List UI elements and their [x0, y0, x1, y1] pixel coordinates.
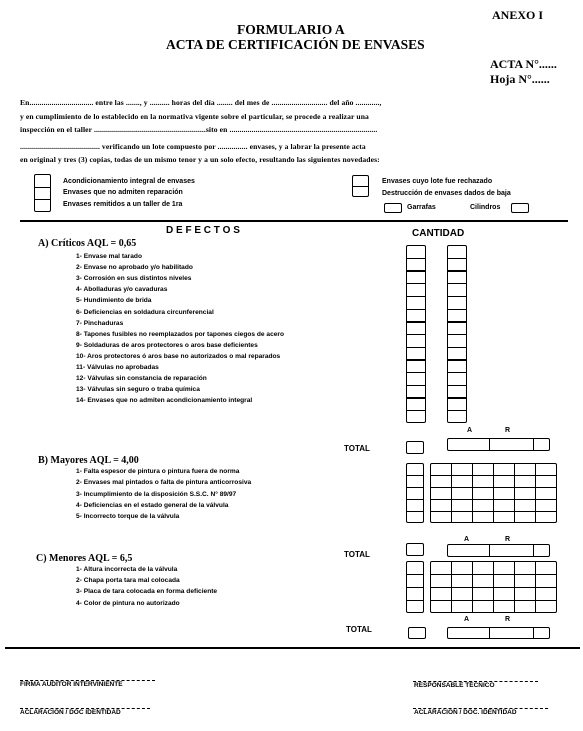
quantity-cell-divider: [447, 258, 467, 259]
quantity-cell-divider: [406, 359, 426, 360]
quantity-cell-divider: [447, 347, 467, 348]
quantity-cell-divider: [447, 410, 467, 411]
intro-line-5: en original y tres (3) copias, todas de un mismo tenor y a un solo efecto, resultando las siguientes novedades:: [20, 155, 380, 164]
garrafas-label: Garrafas: [407, 204, 436, 211]
quantity-cell-divider: [447, 397, 467, 398]
quantity-cell-divider: [406, 372, 426, 373]
minor-total-label: TOTAL: [346, 625, 372, 634]
intro-line-4[interactable]: ........................................ verificando un lote compuesto por ............... envases, y a labrar la presente acta: [20, 142, 366, 151]
major-quantity-column-1[interactable]: [406, 463, 424, 523]
defect-item: 10- Aros protectores ó aros base no autorizados o mal reparados: [76, 352, 281, 360]
garrafas-checkbox[interactable]: [384, 203, 402, 213]
minor-heading: C) Menores AQL = 6,5: [36, 553, 133, 564]
quantity-cell-divider: [406, 410, 426, 411]
grid-row-divider: [406, 511, 424, 512]
major-total-label: TOTAL: [344, 550, 370, 559]
grid-column-divider: [535, 561, 536, 613]
defect-item: 4- Color de pintura no autorizado: [76, 599, 180, 607]
option-acondicionamiento: Acondicionamiento integral de envases: [63, 178, 195, 185]
hoja-number-field[interactable]: Hoja N°......: [490, 72, 550, 86]
grid-row-divider: [406, 499, 424, 500]
minor-total-box[interactable]: [408, 627, 426, 639]
defect-item: 14- Envases que no admiten acondicionamiento integral: [76, 397, 253, 405]
grid-row-divider: [406, 574, 424, 575]
grid-row-divider: [406, 475, 424, 476]
quantity-cell-divider: [406, 296, 426, 297]
defect-item: 13- Válvulas sin seguro o traba química: [76, 386, 200, 394]
grid-column-divider: [451, 561, 452, 613]
defect-item: 4- Deficiencias en el estado general de la válvula: [76, 501, 229, 509]
divider: [533, 438, 534, 451]
grid-column-divider: [514, 561, 515, 613]
minor-accept-label: A: [464, 616, 470, 623]
quantity-cell-divider: [447, 321, 467, 322]
cilindros-label: Cilindros: [470, 204, 501, 211]
quantity-cell-divider: [406, 283, 426, 284]
defect-item: 5- Hundimiento de brida: [76, 297, 152, 305]
grid-column-divider: [535, 463, 536, 523]
minor-accept-reject-box[interactable]: [447, 627, 550, 639]
quantity-cell-divider: [406, 334, 426, 335]
major-total-box[interactable]: [406, 543, 424, 556]
divider: [34, 199, 51, 200]
defect-item: 4- Abolladuras y/o cavaduras: [76, 286, 168, 294]
defect-item: 7- Pinchaduras: [76, 319, 124, 327]
divider: [489, 438, 490, 451]
defect-item: 6- Deficiencias en soldadura circunferencial: [76, 308, 214, 316]
quantity-cell-divider: [406, 397, 426, 398]
divider: [34, 187, 51, 188]
divider: [352, 186, 369, 187]
critical-heading: A) Críticos AQL = 0,65: [38, 238, 137, 249]
quantity-cell-divider: [447, 270, 467, 271]
bottom-divider: [5, 647, 580, 649]
defect-item: 2- Envases mal pintados o falta de pintura anticorrosiva: [76, 479, 252, 487]
quantity-title: CANTIDAD: [412, 228, 465, 239]
divider: [489, 627, 490, 639]
quantity-cell-divider: [447, 283, 467, 284]
divider: [489, 544, 490, 557]
option-remitidos: Envases remitidos a un taller de 1ra: [63, 201, 183, 208]
defect-item: 8- Tapones fusibles no reemplazados por tapones ciegos de acero: [76, 330, 285, 338]
defect-item: 3- Placa de tara colocada en forma deficiente: [76, 588, 218, 596]
intro-line-2: y en cumplimiento de lo establecido en la normativa vigente sobre el particular, se procede a realizar una: [20, 112, 369, 121]
intro-line-3[interactable]: inspección en el taller ........................................................sito en ..........................................................................: [20, 125, 378, 134]
technical-id-label: ACLARACIÓN / DOC. IDENTIDAD: [414, 709, 517, 716]
defect-item: 2- Chapa porta tara mal colocada: [76, 577, 180, 585]
divider: [533, 627, 534, 639]
defect-item: 5- Incorrecto torque de la válvula: [76, 513, 180, 521]
options-left-checkbox-group[interactable]: [34, 174, 51, 212]
critical-reject-label: R: [505, 427, 511, 434]
defect-item: 12- Válvulas sin constancia de reparación: [76, 375, 207, 383]
grid-column-divider: [472, 561, 473, 613]
defect-item: 11- Válvulas no aprobadas: [76, 364, 159, 371]
quantity-cell-divider: [447, 334, 467, 335]
auditor-id-label: ACLARACIÓN / DOC IDENTIDAD: [20, 709, 121, 716]
major-accept-label: A: [464, 536, 470, 543]
defect-item: 2- Envase no aprobado y/o habilitado: [76, 264, 193, 272]
option-no-admiten: Envases que no admiten reparación: [63, 189, 183, 196]
major-heading: B) Mayores AQL = 4,00: [38, 455, 139, 466]
auditor-signature-label: FIRMA AUDITOR INTERVINIENTE: [20, 681, 123, 688]
grid-column-divider: [514, 463, 515, 523]
cilindros-checkbox[interactable]: [511, 203, 529, 213]
defect-item: 1- Falta espesor de pintura o pintura fuera de norma: [76, 468, 240, 475]
section-divider: [20, 220, 568, 222]
quantity-cell-divider: [406, 385, 426, 386]
page-title: ACTA DE CERTIFICACIÓN DE ENVASES: [166, 37, 425, 52]
grid-column-divider: [493, 463, 494, 523]
quantity-cell-divider: [406, 309, 426, 310]
option-destruccion: Destrucción de envases dados de baja: [382, 190, 511, 197]
grid-column-divider: [493, 561, 494, 613]
grid-row-divider: [406, 600, 424, 601]
grid-row-divider: [406, 587, 424, 588]
quantity-cell-divider: [447, 385, 467, 386]
grid-column-divider: [451, 463, 452, 523]
defect-item: 3- Corrosión en sus distintos niveles: [76, 275, 192, 283]
intro-line-1[interactable]: En................................ entre las ......., y .......... horas del día ........ del mes de ............................ del año ............,: [20, 98, 382, 107]
grid-row-divider: [406, 487, 424, 488]
quantity-cell-divider: [447, 359, 467, 360]
critical-accept-label: A: [467, 427, 473, 434]
defect-item: 3- Incumplimiento de la disposición S.S.C. N° 89/97: [76, 490, 237, 498]
critical-total-box[interactable]: [406, 441, 424, 454]
option-lote-rechazado: Envases cuyo lote fue rechazado: [382, 178, 493, 185]
defect-item: 1- Altura incorrecta de la válvula: [76, 566, 178, 573]
grid-column-divider: [472, 463, 473, 523]
defect-item: 1- Envase mal tarado: [76, 253, 142, 260]
acta-number-field[interactable]: ACTA N°......: [490, 57, 557, 71]
major-reject-label: R: [505, 536, 511, 543]
quantity-cell-divider: [406, 270, 426, 271]
defect-item: 9- Soldaduras de aros protectores o aros base deficientes: [76, 341, 258, 349]
minor-reject-label: R: [505, 616, 511, 623]
quantity-cell-divider: [447, 296, 467, 297]
defects-title: D E F E C T O S: [166, 225, 240, 236]
critical-accept-reject-box[interactable]: [447, 438, 550, 451]
quantity-cell-divider: [406, 321, 426, 322]
major-accept-reject-box[interactable]: [447, 544, 550, 557]
quantity-cell-divider: [406, 258, 426, 259]
quantity-cell-divider: [447, 309, 467, 310]
quantity-cell-divider: [406, 347, 426, 348]
technical-signature-label: RESPONSABLE TÉCNICO: [414, 682, 495, 689]
annex-label: ANEXO I: [492, 8, 544, 22]
divider: [533, 544, 534, 557]
form-title: FORMULARIO A: [237, 22, 345, 37]
quantity-cell-divider: [447, 372, 467, 373]
critical-total-label: TOTAL: [344, 444, 370, 453]
